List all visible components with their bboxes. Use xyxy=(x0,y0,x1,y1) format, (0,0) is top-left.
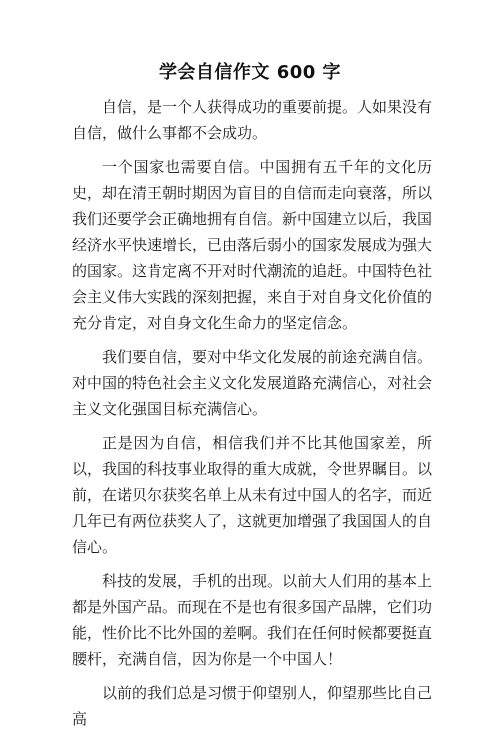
paragraph-6: 以前的我们总是习惯于仰望别人，仰望那些比自己高 xyxy=(72,684,433,728)
page-title: 学会自信作文 600 字 xyxy=(158,62,342,83)
paragraph-3: 我们要自信，要对中华文化发展的前途充满自信。对中国的特色社会主义文化发展道路充满信心，对社会主义文化强国目标充满信心。 xyxy=(72,348,433,418)
paragraph-5: 科技的发展，手机的出现。以前大人们用的基本上都是外国产品。而现在不是也有很多国产品牌，它们功能，性价比不比外国的差啊。我们在任何时候都要挺直腰杆，充满自信，因为你是一个中国人！ xyxy=(72,572,433,668)
article-body xyxy=(72,94,432,740)
paragraph-2: 一个国家也需要自信。中国拥有五千年的文化历史，却在清王朝时期因为盲目的自信而走向衰落，所以我们还要学会正确地拥有自信。新中国建立以后，我国经济水平快速增长，已由落后弱小的国家发展成为强大的国家。这肯定离不开对时代潮流的追赶。中国特色社会主义伟大实践的深刻把握，来自于对自身文化价值的充分肯定，对自身文化生命力的坚定信念。 xyxy=(72,158,433,332)
paragraph-4: 正是因为自信，相信我们并不比其他国家差，所以，我国的科技事业取得的重大成就，令世界瞩目。以前，在诺贝尔获奖名单上从未有过中国人的名字，而近几年已有两位获奖人了，这就更加增强了我国国人的自信心。 xyxy=(72,434,433,556)
paragraph-1: 自信，是一个人获得成功的重要前提。人如果没有自信，做什么事都不会成功。 xyxy=(72,98,433,142)
